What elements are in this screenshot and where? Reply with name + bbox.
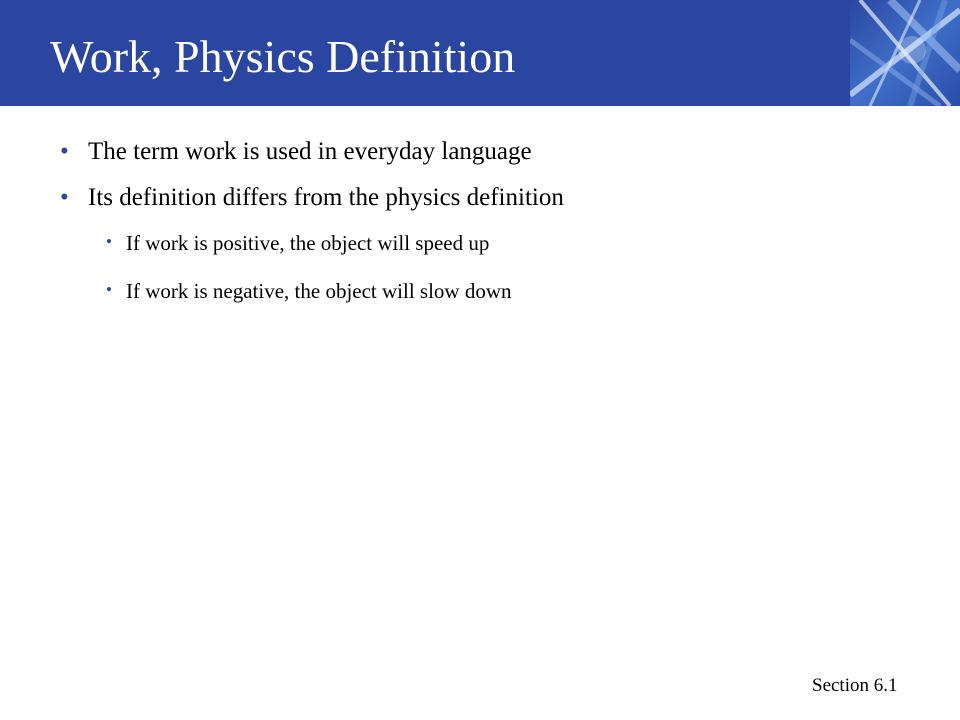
bullet-text: Its definition differs from the physics definition — [88, 184, 564, 211]
sub-bullet-text: If work is positive, the object will speed up — [126, 231, 490, 255]
sub-bullet-item — [106, 279, 512, 303]
title-bar — [0, 0, 960, 106]
title-decoration-image — [850, 0, 960, 106]
bullet-dot-icon: • — [60, 184, 69, 211]
bullet-dot-icon: • — [60, 138, 69, 165]
sub-bullet-item — [106, 231, 490, 255]
bullet-text: The term work is used in everyday language — [88, 138, 532, 165]
section-footer: Section 6.1 — [812, 675, 898, 696]
bullet-item — [60, 184, 564, 211]
slide-title: Work, Physics Definition — [50, 31, 516, 82]
bullet-dot-icon: • — [106, 280, 112, 299]
sub-bullet-text: If work is negative, the object will slow down — [126, 279, 512, 303]
bullet-dot-icon: • — [106, 232, 112, 251]
bullet-item — [60, 138, 532, 165]
